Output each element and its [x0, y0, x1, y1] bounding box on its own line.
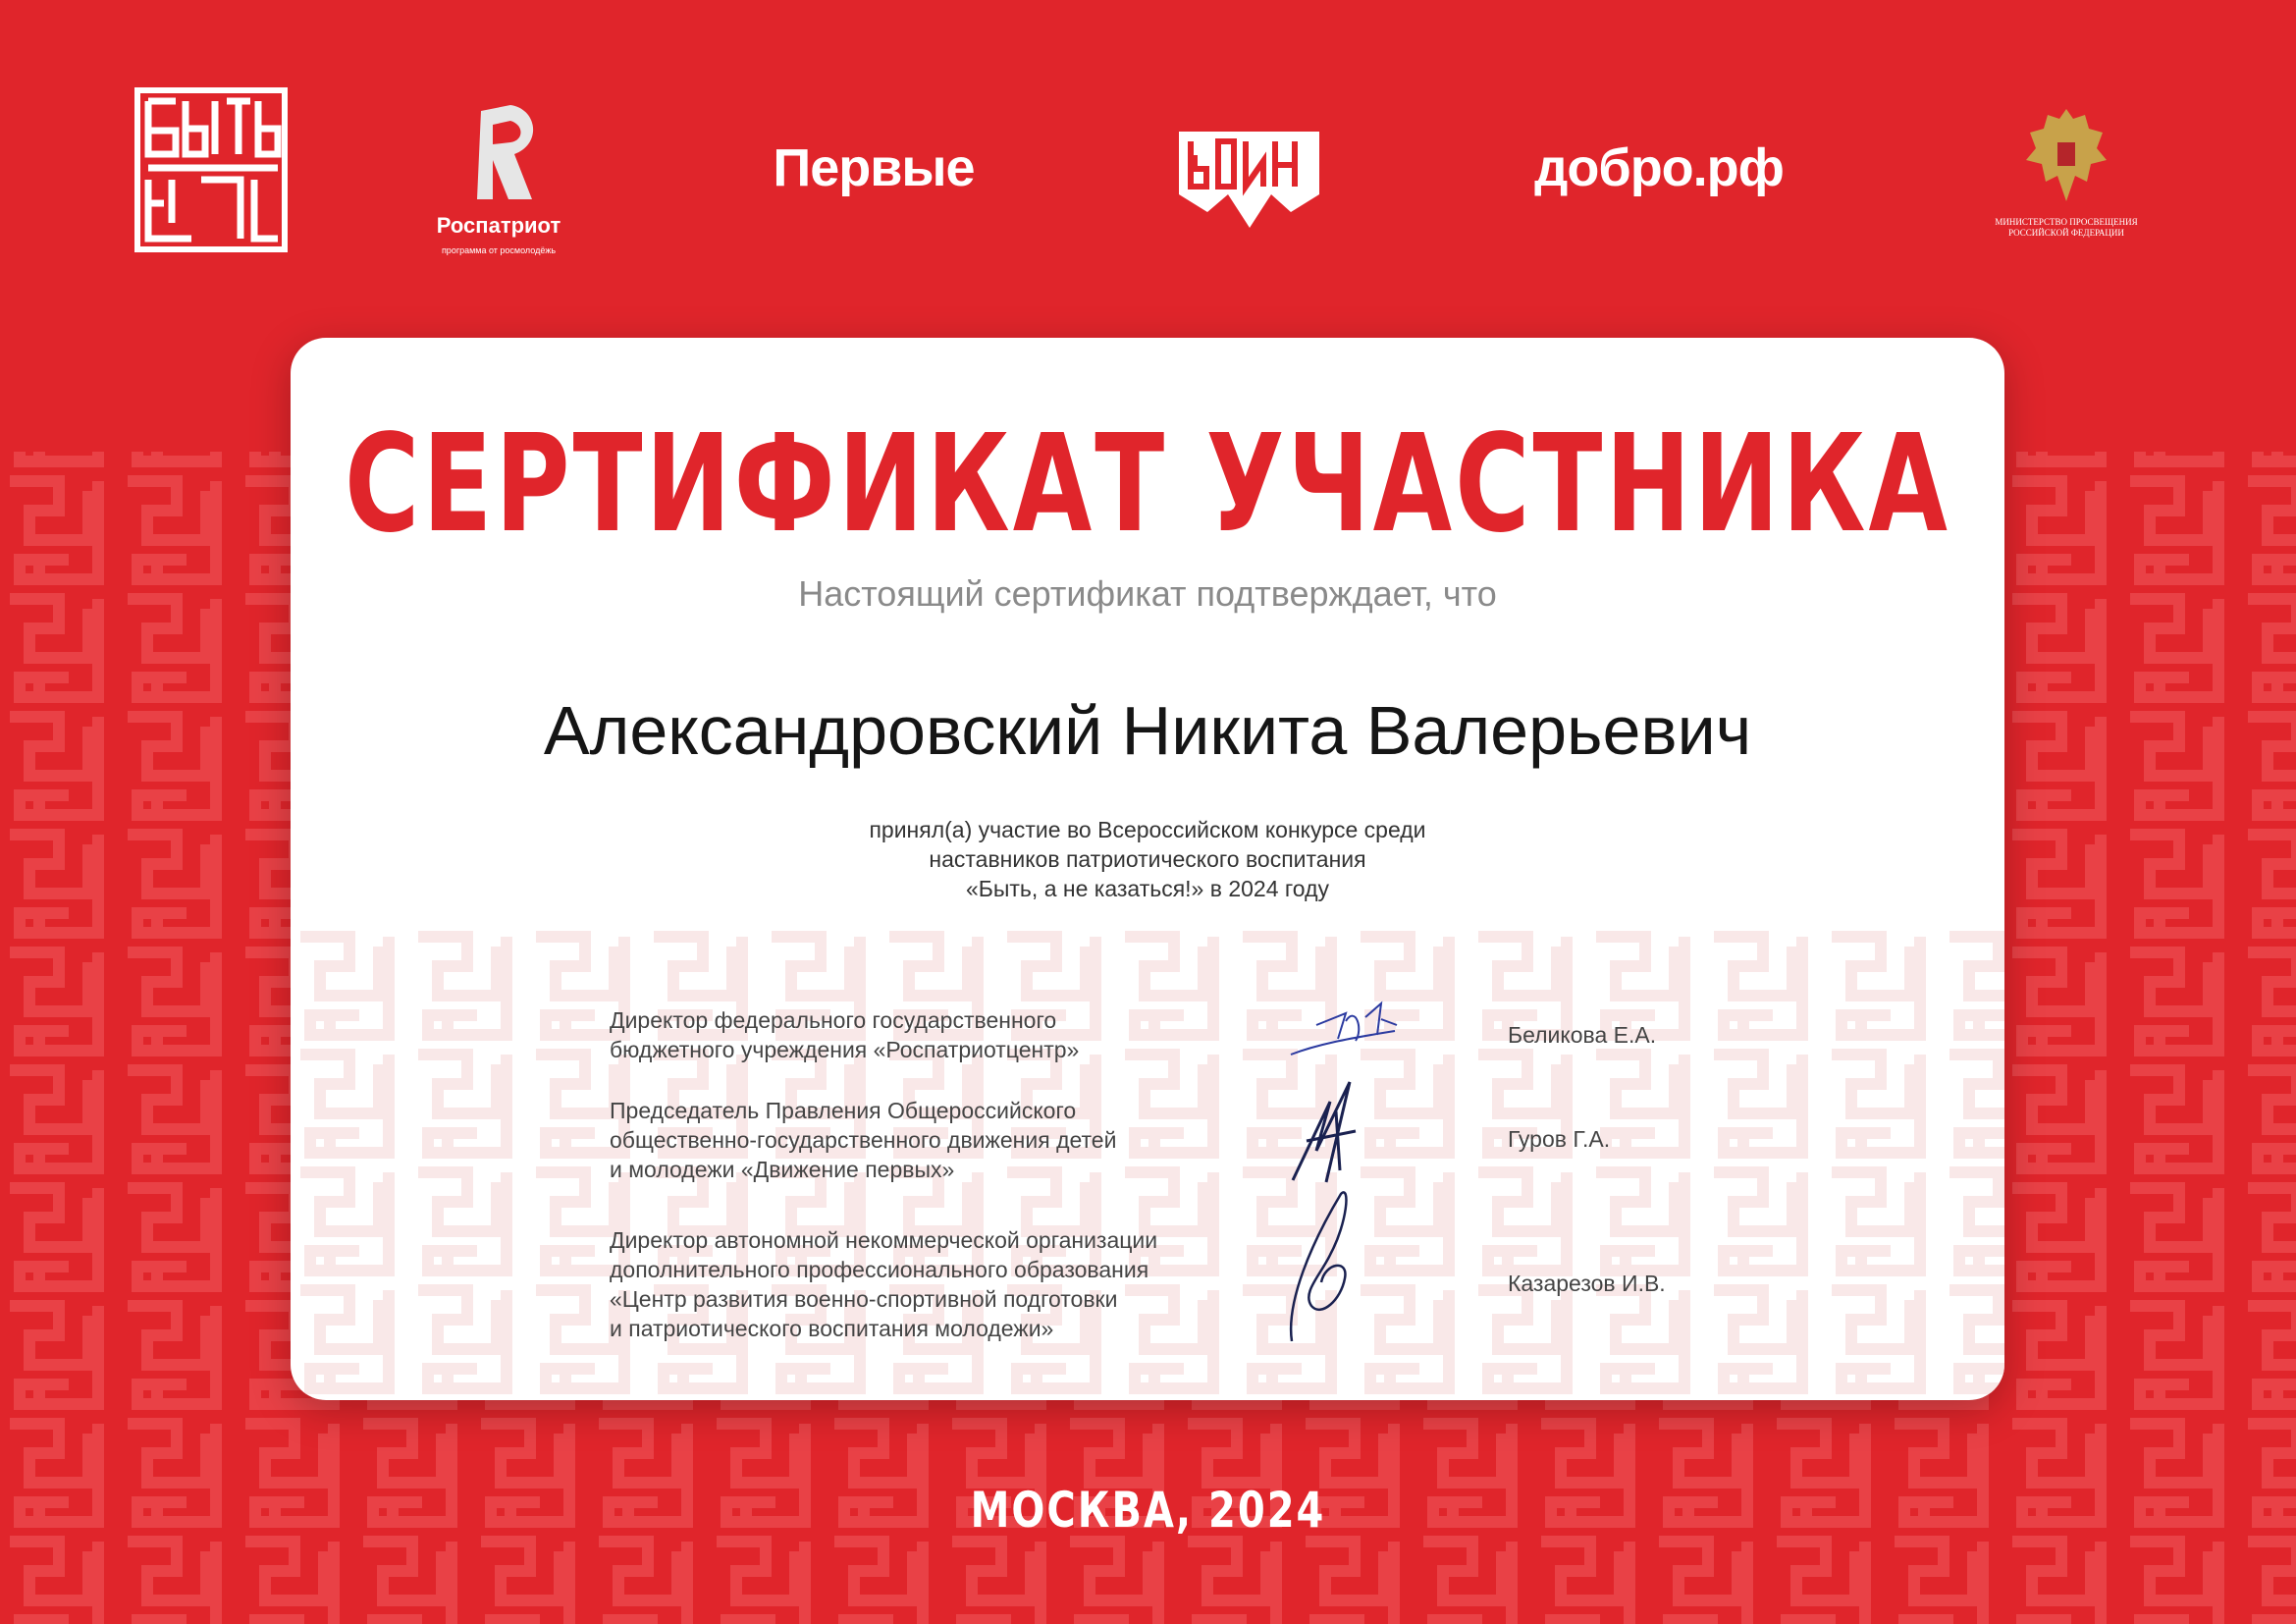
role-line: Директор автономной некоммерческой организации: [610, 1227, 1158, 1253]
signatory-1-name: Беликова Е.А.: [1508, 1022, 1657, 1048]
role-line: общественно-государственного движения детей: [610, 1127, 1117, 1153]
rospatriot-r-logo-icon: [471, 103, 550, 201]
body-line: «Быть, а не казаться!» в 2024 году: [965, 876, 1329, 901]
rospatriot-subtitle: программа от росмолодёжь: [441, 245, 557, 255]
handwritten-signature-icon: [1287, 996, 1405, 1064]
signatory-2-name: Гуров Г.А.: [1508, 1126, 1611, 1152]
certificate-body: [291, 815, 2004, 903]
role-line: и молодежи «Движение первых»: [610, 1157, 955, 1182]
voin-logo: [1173, 126, 1325, 234]
role-line: и патриотического воспитания молодежи»: [610, 1316, 1054, 1341]
dobro-logo: добро.рф: [1534, 138, 1784, 197]
rospatriot-name: Роспатриот: [436, 213, 561, 238]
byt-ne-kazatsya-logo: [133, 85, 290, 254]
signatory-3-role: [610, 1225, 1297, 1343]
handwritten-signature-icon: [1287, 1072, 1375, 1190]
signatory-2-role: [610, 1096, 1297, 1184]
footer-city-year: МОСКВА, 2024: [970, 1483, 1326, 1540]
role-line: Директор федерального государственного: [610, 1007, 1057, 1033]
shield-lettering-logo-icon: [1173, 126, 1325, 234]
certificate-title: СЕРТИФИКАТ УЧАСТНИКА: [345, 405, 1950, 564]
rospatriot-logo: [410, 103, 587, 260]
handwritten-signature-icon: [1282, 1184, 1370, 1351]
recipient-name: Александровский Никита Валерьевич: [543, 692, 1752, 769]
double-headed-eagle-emblem-icon: [2022, 103, 2110, 211]
role-line: дополнительного профессионального образования: [610, 1257, 1149, 1282]
minpros-logo: [1983, 103, 2150, 245]
certificate-subtitle: Настоящий сертификат подтверждает, что: [798, 573, 1497, 614]
role-line: бюджетного учреждения «Роспатриотцентр»: [610, 1037, 1080, 1062]
role-line: «Центр развития военно-спортивной подготовки: [610, 1286, 1118, 1312]
pervye-logo: Первые: [773, 138, 975, 197]
minpros-text: МИНИСТЕРСТВО ПРОСВЕЩЕНИЯ РОССИЙСКОЙ ФЕДЕРАЦИИ: [1995, 217, 2138, 238]
body-line: принял(а) участие во Всероссийском конкурсе среди: [869, 817, 1426, 842]
maze-lettering-logo-icon: [133, 85, 290, 254]
certificate-card: [291, 338, 2004, 1400]
body-line: наставников патриотического воспитания: [929, 846, 1366, 872]
signatory-3-name: Казарезов И.В.: [1508, 1271, 1666, 1296]
signatory-1-role: [610, 1005, 1297, 1064]
role-line: Председатель Правления Общероссийского: [610, 1098, 1077, 1123]
